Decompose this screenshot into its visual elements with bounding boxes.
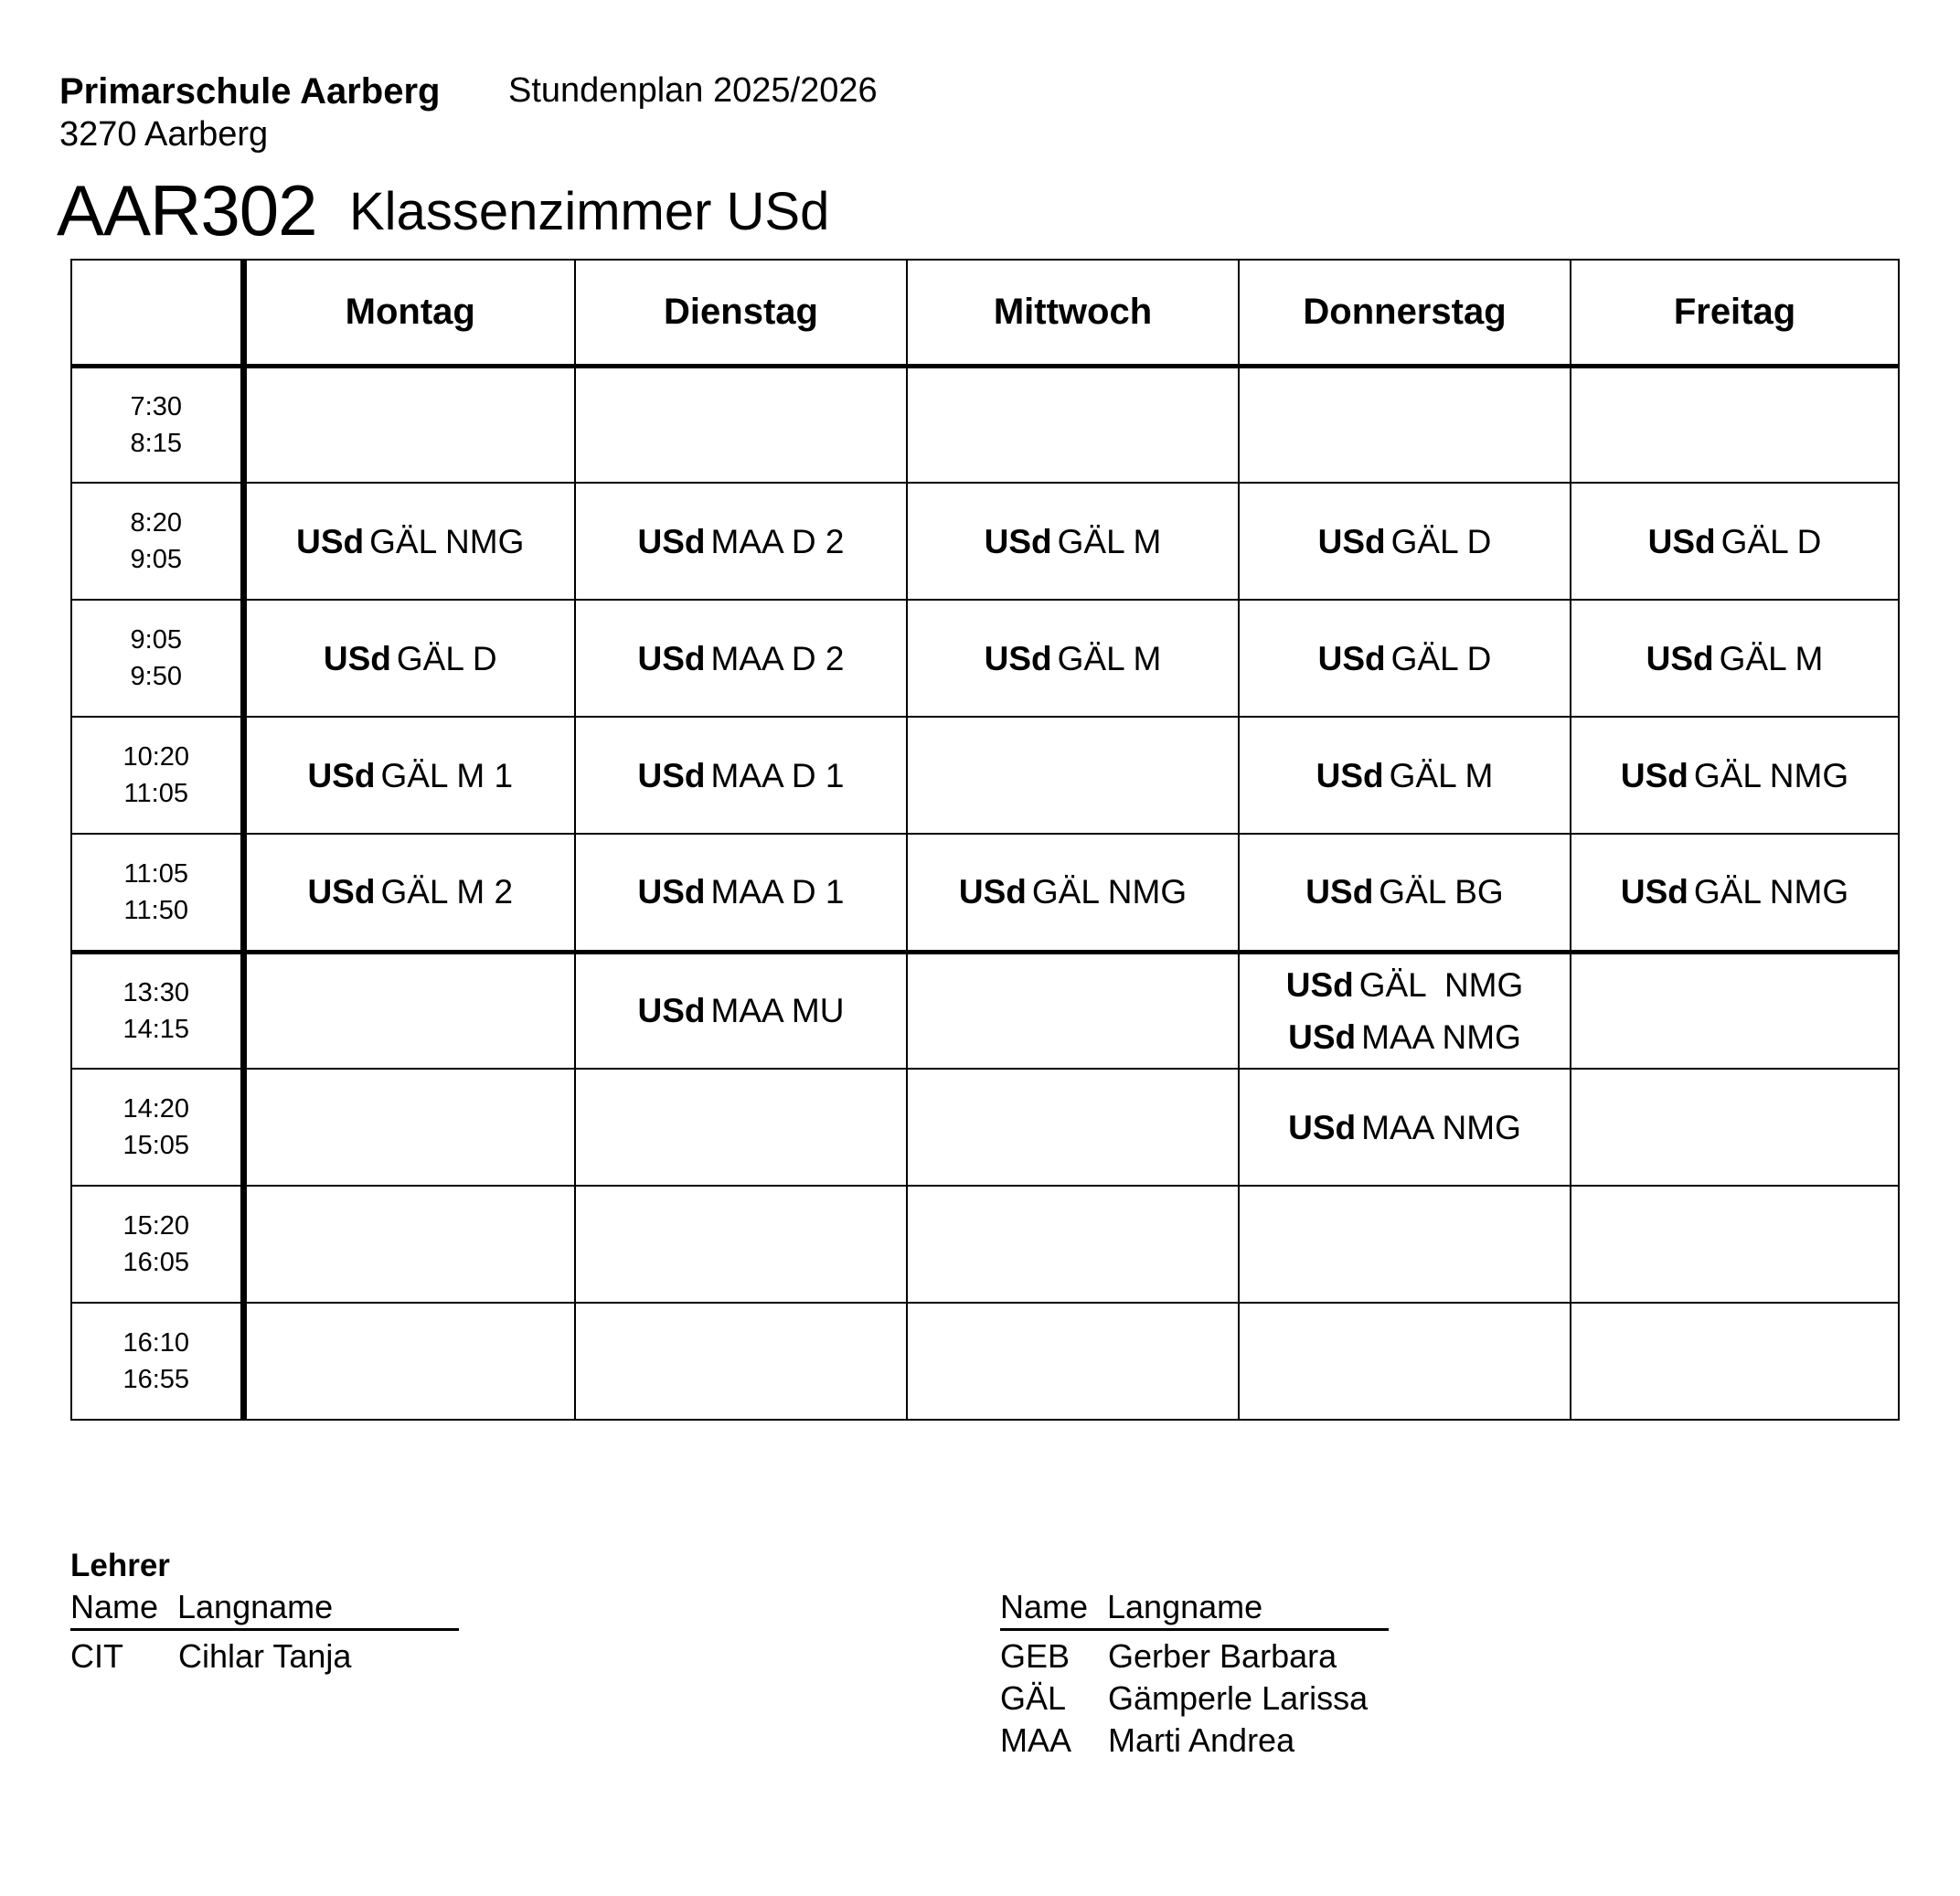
lesson-entry <box>247 866 575 918</box>
time-cell <box>71 834 243 952</box>
lesson-detail: MAA NMG <box>1361 1017 1521 1056</box>
teacher-code: CIT <box>70 1637 123 1675</box>
lesson-cell <box>243 600 575 717</box>
lesson-cell <box>575 717 907 834</box>
period-start: 11:05 <box>123 858 188 889</box>
lesson-entry <box>1240 516 1570 568</box>
lesson-entry <box>1240 1102 1570 1154</box>
lesson-cell <box>243 834 575 952</box>
period-row <box>71 1186 1899 1303</box>
day-header-donnerstag: Donnerstag <box>1239 260 1571 366</box>
period-row <box>71 1069 1899 1186</box>
lesson-cell <box>1239 717 1571 834</box>
lesson-detail: MAA D 2 <box>710 639 845 677</box>
period-row <box>71 834 1899 952</box>
lesson-entry <box>576 866 906 918</box>
room-code: AAR302 <box>57 170 317 250</box>
lesson-detail: GÄL D <box>1720 522 1822 560</box>
lesson-entry <box>247 516 575 568</box>
legend-row <box>1000 1679 1368 1718</box>
lesson-cell <box>1571 1303 1899 1420</box>
day-header-dienstag: Dienstag <box>575 260 907 366</box>
lesson-detail: GÄL NMG <box>1031 873 1188 911</box>
lesson-cell <box>575 952 907 1069</box>
class-code: USd <box>637 639 706 677</box>
lesson-cell <box>1239 1069 1571 1186</box>
lesson-entry <box>1240 1011 1570 1063</box>
class-code: USd <box>1305 873 1374 911</box>
lesson-cell <box>243 483 575 600</box>
teacher-name: Cihlar Tanja <box>178 1637 352 1675</box>
lesson-cell <box>575 600 907 717</box>
class-code: USd <box>958 873 1027 911</box>
lesson-detail: GÄL M <box>1719 639 1824 677</box>
period-end: 16:55 <box>122 1365 190 1394</box>
lesson-cell <box>907 952 1239 1069</box>
class-code: USd <box>1288 1108 1357 1146</box>
lesson-cell <box>575 1303 907 1420</box>
class-code: USd <box>1285 965 1354 1004</box>
class-code: USd <box>984 522 1052 560</box>
lesson-detail: GÄL M <box>1389 756 1494 794</box>
period-start: 14:20 <box>122 1094 190 1124</box>
class-code: USd <box>637 522 706 560</box>
lesson-cell <box>575 1069 907 1186</box>
lesson-entry <box>576 985 906 1037</box>
lesson-cell <box>575 366 907 483</box>
class-code: USd <box>1620 873 1688 911</box>
class-code: USd <box>637 756 706 794</box>
class-code: USd <box>1316 756 1384 794</box>
class-code: USd <box>1647 522 1716 560</box>
lesson-cell <box>907 834 1239 952</box>
legend-row <box>1000 1721 1294 1760</box>
lesson-detail: GÄL NMG <box>369 522 525 560</box>
lesson-cell <box>907 1069 1239 1186</box>
lesson-entry <box>1240 750 1570 802</box>
legend-col-name: Name <box>1000 1588 1089 1625</box>
timetable <box>70 259 1900 1421</box>
legend-header-left <box>70 1588 459 1631</box>
legend-col-longname: Langname <box>177 1588 334 1625</box>
lesson-entry <box>908 516 1238 568</box>
lesson-detail: GÄL NMG <box>1693 873 1849 911</box>
period-start: 13:30 <box>122 977 190 1007</box>
lesson-cell <box>1571 717 1899 834</box>
lesson-detail: MAA D 1 <box>710 756 845 794</box>
class-code: USd <box>323 639 391 677</box>
period-end: 15:05 <box>122 1131 190 1160</box>
lesson-entry <box>1571 750 1898 802</box>
period-end: 14:15 <box>122 1014 190 1044</box>
period-row <box>71 717 1899 834</box>
lesson-cell <box>1239 952 1571 1069</box>
teacher-name: Gerber Barbara <box>1108 1637 1337 1675</box>
lesson-cell <box>1571 1069 1899 1186</box>
period-row <box>71 952 1899 1069</box>
class-code: USd <box>307 756 376 794</box>
class-code: USd <box>637 992 706 1030</box>
period-end: 9:05 <box>130 545 182 574</box>
class-code: USd <box>984 639 1052 677</box>
period-end: 16:05 <box>122 1248 190 1277</box>
lesson-entry <box>1571 516 1898 568</box>
teacher-name: Marti Andrea <box>1108 1721 1295 1759</box>
period-row <box>71 600 1899 717</box>
legend-col-longname: Langname <box>1107 1588 1263 1625</box>
teacher-code: GEB <box>1000 1637 1071 1675</box>
period-start: 9:05 <box>130 625 182 655</box>
lesson-detail: GÄL D <box>396 639 497 677</box>
lesson-detail: GÄL NMG <box>1358 965 1524 1004</box>
school-city: 3270 Aarberg <box>59 115 269 154</box>
lesson-cell <box>1571 834 1899 952</box>
lesson-detail: GÄL D <box>1390 522 1492 560</box>
plan-title: Stundenplan 2025/2026 <box>508 71 878 110</box>
time-cell <box>71 600 243 717</box>
lesson-detail: GÄL BG <box>1379 873 1504 911</box>
lesson-cell <box>907 366 1239 483</box>
time-cell <box>71 366 243 483</box>
corner-cell <box>71 260 243 366</box>
lesson-detail: MAA MU <box>710 992 845 1030</box>
lesson-entry <box>576 750 906 802</box>
day-header-montag: Montag <box>243 260 575 366</box>
lesson-cell <box>243 1303 575 1420</box>
lesson-cell <box>1239 1186 1571 1303</box>
lesson-entry <box>908 633 1238 685</box>
period-start: 10:20 <box>122 742 190 772</box>
lesson-entry <box>908 866 1238 918</box>
class-code: USd <box>1620 756 1688 794</box>
legend-header-right <box>1000 1588 1389 1631</box>
lesson-cell <box>907 1303 1239 1420</box>
lesson-entry <box>576 516 906 568</box>
lesson-detail: MAA NMG <box>1361 1108 1521 1146</box>
lesson-cell <box>1571 952 1899 1069</box>
lesson-detail: GÄL NMG <box>1693 756 1849 794</box>
period-start: 7:30 <box>130 391 182 421</box>
legend-row <box>70 1637 351 1676</box>
lesson-cell <box>1571 1186 1899 1303</box>
lesson-entry <box>576 633 906 685</box>
class-code: USd <box>296 522 365 560</box>
lesson-entry <box>1240 959 1570 1011</box>
lesson-entry <box>247 750 575 802</box>
lesson-cell <box>243 952 575 1069</box>
lesson-detail: GÄL M 2 <box>380 873 514 911</box>
lesson-cell <box>575 483 907 600</box>
lesson-cell <box>1571 483 1899 600</box>
lesson-cell <box>1239 1303 1571 1420</box>
period-end: 8:15 <box>130 428 182 458</box>
teacher-name: Gämperle Larissa <box>1108 1679 1369 1717</box>
lesson-detail: GÄL M <box>1057 522 1162 560</box>
period-row <box>71 1303 1899 1420</box>
lesson-cell <box>1571 600 1899 717</box>
lesson-cell <box>907 600 1239 717</box>
period-row <box>71 366 1899 483</box>
teacher-code: MAA <box>1000 1721 1072 1759</box>
lesson-entry <box>1571 866 1898 918</box>
teacher-code: GÄL <box>1000 1679 1067 1717</box>
class-code: USd <box>1317 522 1386 560</box>
period-start: 16:10 <box>122 1328 190 1358</box>
time-cell <box>71 952 243 1069</box>
lesson-cell <box>907 1186 1239 1303</box>
period-start: 8:20 <box>130 508 182 538</box>
lesson-cell <box>1239 600 1571 717</box>
legend-row <box>1000 1637 1337 1676</box>
lesson-entry <box>247 633 575 685</box>
period-start: 15:20 <box>122 1211 190 1241</box>
lesson-detail: GÄL M 1 <box>380 756 514 794</box>
time-cell <box>71 483 243 600</box>
lesson-cell <box>243 366 575 483</box>
lesson-cell <box>1239 483 1571 600</box>
class-code: USd <box>1646 639 1714 677</box>
time-cell <box>71 1303 243 1420</box>
class-code: USd <box>1317 639 1386 677</box>
lesson-detail: GÄL D <box>1390 639 1492 677</box>
lesson-entry <box>1240 866 1570 918</box>
class-code: USd <box>1288 1017 1357 1056</box>
time-cell <box>71 1069 243 1186</box>
day-header-freitag: Freitag <box>1571 260 1899 366</box>
period-end: 11:50 <box>123 895 188 925</box>
legend-title: Lehrer <box>70 1548 170 1583</box>
lesson-entry <box>1240 633 1570 685</box>
lesson-cell <box>907 483 1239 600</box>
lesson-cell <box>575 834 907 952</box>
lesson-cell <box>907 717 1239 834</box>
lesson-entry <box>1571 633 1898 685</box>
class-code: USd <box>637 873 706 911</box>
period-row <box>71 483 1899 600</box>
legend-col-name: Name <box>70 1588 159 1625</box>
lesson-cell <box>243 1186 575 1303</box>
lesson-cell <box>243 717 575 834</box>
class-code: USd <box>307 873 376 911</box>
room-name: Klassenzimmer USd <box>349 182 830 241</box>
lesson-cell <box>243 1069 575 1186</box>
lesson-cell <box>1239 834 1571 952</box>
lesson-cell <box>575 1186 907 1303</box>
period-end: 9:50 <box>130 662 182 691</box>
lesson-detail: MAA D 1 <box>710 873 845 911</box>
time-cell <box>71 1186 243 1303</box>
lesson-cell <box>1571 366 1899 483</box>
day-header-mittwoch: Mittwoch <box>907 260 1239 366</box>
school-name: Primarschule Aarberg <box>59 71 441 112</box>
lesson-detail: GÄL M <box>1057 639 1162 677</box>
period-end: 11:05 <box>123 779 188 808</box>
lesson-cell <box>1239 366 1571 483</box>
time-cell <box>71 717 243 834</box>
lesson-detail: MAA D 2 <box>710 522 845 560</box>
